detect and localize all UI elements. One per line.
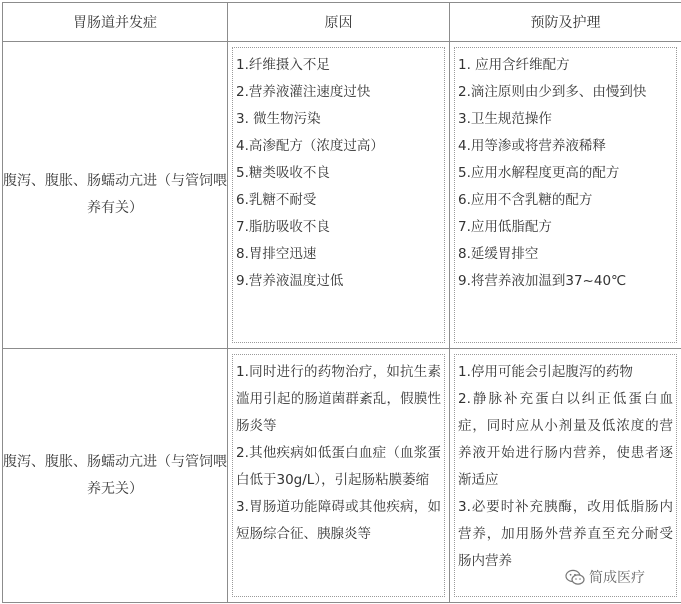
list-item: 4.高渗配方（浓度过高） — [236, 138, 384, 154]
list-item: 2.滴注原则由少到多、由慢到快 — [458, 84, 647, 100]
header-prevention-care: 预防及护理 — [450, 3, 681, 42]
cause-cell — [228, 349, 450, 603]
list-item: 3.胃肠道功能障碍或其他疾病，如短肠综合征、胰腺炎等 — [236, 499, 441, 542]
complication-cell: 腹泻、腹胀、肠蠕动亢进（与管饲喂养无关） — [3, 349, 228, 603]
care-list — [454, 354, 677, 597]
list-item: 9.将营养液加温到37~40℃ — [458, 273, 627, 289]
header-complication: 胃肠道并发症 — [3, 3, 228, 42]
watermark-text: 简成医疗 — [589, 570, 645, 586]
list-item: 3.必要时补充胰酶，改用低脂肠内营养，加用肠外营养直至充分耐受肠内营养 — [458, 499, 673, 569]
list-item: 2.营养液灌注速度过快 — [236, 84, 371, 100]
cause-list — [232, 354, 445, 597]
table-row — [3, 349, 681, 603]
care-cell — [450, 349, 681, 603]
complications-table — [2, 2, 681, 603]
list-item: 7.脂肪吸收不良 — [236, 219, 330, 235]
list-item: 9.营养液温度过低 — [236, 273, 344, 289]
list-item: 6.乳糖不耐受 — [236, 192, 317, 208]
list-item: 7.应用低脂配方 — [458, 219, 552, 235]
list-item: 2.静脉补充蛋白以纠正低蛋白血症，同时应从小剂量及低浓度的营养液开始进行肠内营养，使患者逐渐适应 — [458, 391, 673, 488]
list-item: 3.卫生规范操作 — [458, 111, 552, 127]
list-item: 8.延缓胃排空 — [458, 246, 539, 262]
care-cell — [450, 42, 681, 349]
watermark — [563, 567, 647, 587]
care-list — [454, 47, 677, 343]
cause-cell — [228, 42, 450, 349]
list-item: 5.糖类吸收不良 — [236, 165, 330, 181]
cause-list — [232, 47, 445, 343]
header-cause: 原因 — [228, 3, 450, 42]
table-row — [3, 42, 681, 349]
list-item: 1.停用可能会引起腹泻的药物 — [458, 364, 633, 380]
complication-cell: 腹泻、腹胀、肠蠕动亢进（与管饲喂养有关） — [3, 42, 228, 349]
list-item: 1. 应用含纤维配方 — [458, 57, 570, 73]
list-item: 1.同时进行的药物治疗，如抗生素滥用引起的肠道菌群紊乱，假膜性肠炎等 — [236, 364, 441, 434]
list-item: 4.用等渗或将营养液稀释 — [458, 138, 606, 154]
list-item: 1.纤维摄入不足 — [236, 57, 330, 73]
list-item: 8.胃排空迅速 — [236, 246, 317, 262]
list-item: 3. 微生物污染 — [236, 111, 321, 127]
header-row — [3, 3, 681, 42]
list-item: 2.其他疾病如低蛋白血症（血浆蛋白低于30g/L），引起肠粘膜萎缩 — [236, 445, 441, 488]
list-item: 6.应用不含乳糖的配方 — [458, 192, 593, 208]
wechat-icon — [565, 569, 585, 586]
list-item: 5.应用水解程度更高的配方 — [458, 165, 620, 181]
